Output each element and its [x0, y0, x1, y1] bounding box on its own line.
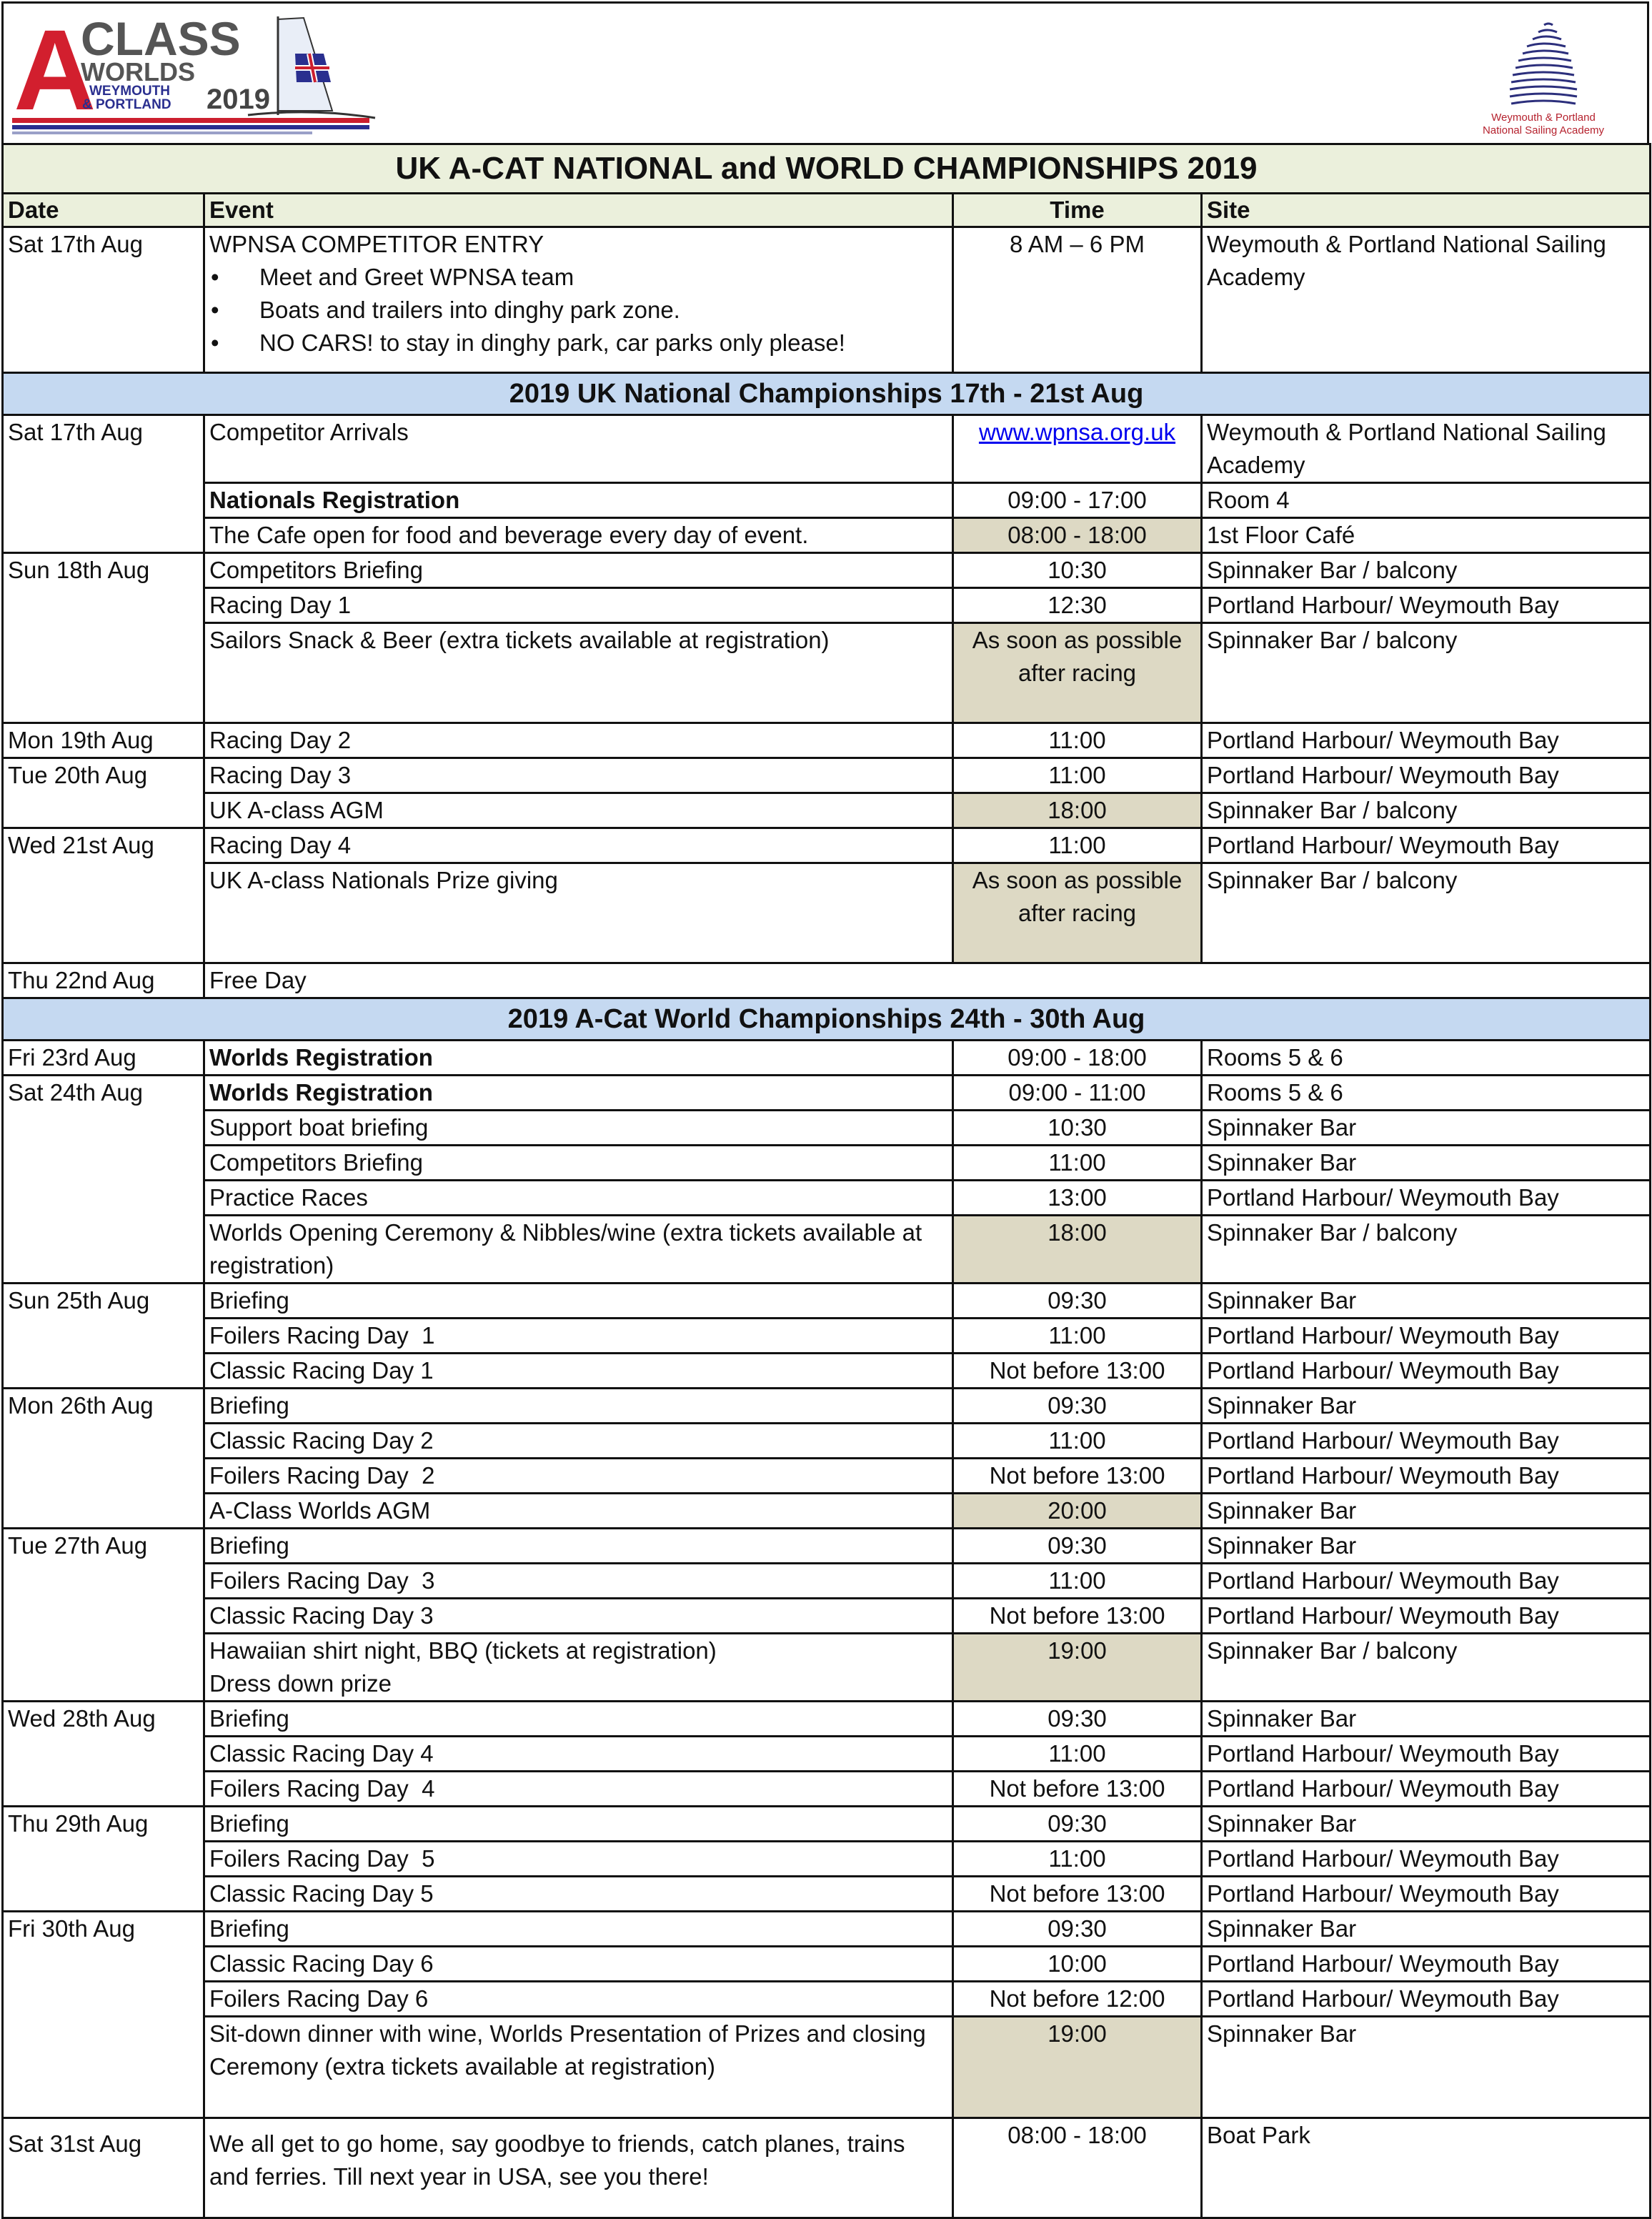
table-row	[3, 863, 1651, 963]
table-row	[3, 1181, 1651, 1216]
date-cell: Sat 17th Aug	[3, 415, 204, 553]
section-heading-row	[3, 998, 1651, 1041]
event-cell: Foilers Racing Day 3	[204, 1564, 953, 1599]
column-header-row	[3, 194, 1651, 227]
table-row	[3, 227, 1651, 373]
list-item: • NO CARS! to stay in dinghy park, car parks only please!	[209, 327, 947, 359]
time-cell: 19:00	[953, 1634, 1202, 1702]
date-cell: Mon 26th Aug	[3, 1389, 204, 1529]
site-cell: Portland Harbour/ Weymouth Bay	[1202, 1319, 1651, 1354]
date-cell: Wed 28th Aug	[3, 1702, 204, 1807]
title-row	[3, 144, 1651, 194]
site-cell: Weymouth & Portland National Sailing Academy	[1202, 227, 1651, 373]
table-row	[3, 1111, 1651, 1146]
table-row	[3, 1459, 1651, 1494]
site-cell: Weymouth & Portland National Sailing Academy	[1202, 415, 1651, 483]
section-heading-nationals: 2019 UK National Championships 17th - 21st Aug	[3, 373, 1651, 415]
event-cell: Practice Races	[204, 1181, 953, 1216]
site-cell: Rooms 5 & 6	[1202, 1076, 1651, 1111]
time-cell: As soon as possible after racing	[953, 623, 1202, 723]
time-cell: 11:00	[953, 1564, 1202, 1599]
header-band	[1, 1, 1649, 143]
time-cell: 09:30	[953, 1912, 1202, 1947]
event-cell: Briefing	[204, 1807, 953, 1842]
event-cell: Foilers Racing Day 5	[204, 1842, 953, 1877]
date-cell: Sat 24th Aug	[3, 1076, 204, 1284]
list-item: • Boats and trailers into dinghy park zone.	[209, 294, 947, 327]
event-cell: Competitors Briefing	[204, 553, 953, 588]
document-title: UK A-CAT NATIONAL and WORLD CHAMPIONSHIPS 2019	[3, 144, 1651, 194]
site-cell: Portland Harbour/ Weymouth Bay	[1202, 1877, 1651, 1912]
time-cell: 8 AM – 6 PM	[953, 227, 1202, 373]
time-cell: Not before 13:00	[953, 1772, 1202, 1807]
header-date: Date	[3, 194, 204, 227]
event-cell: Sailors Snack & Beer (extra tickets available at registration)	[204, 623, 953, 723]
event-cell: Classic Racing Day 2	[204, 1424, 953, 1459]
time-cell: 11:00	[953, 1424, 1202, 1459]
event-cell: Briefing	[204, 1529, 953, 1564]
time-cell: 10:30	[953, 1111, 1202, 1146]
event-cell: UK A-class AGM	[204, 793, 953, 828]
event-cell: We all get to go home, say goodbye to friends, catch planes, trains and ferries. Till next year in USA, see you there!	[204, 2118, 953, 2218]
table-row	[3, 1947, 1651, 1982]
site-cell: Portland Harbour/ Weymouth Bay	[1202, 1564, 1651, 1599]
svg-text:CLASS: CLASS	[81, 12, 241, 65]
event-cell: Competitors Briefing	[204, 1146, 953, 1181]
header-event: Event	[204, 194, 953, 227]
event-cell	[204, 1634, 953, 1702]
table-row	[3, 2017, 1651, 2118]
event-cell: Worlds Registration	[204, 1076, 953, 1111]
time-cell: 11:00	[953, 723, 1202, 758]
time-cell: 09:30	[953, 1529, 1202, 1564]
time-cell: 09:30	[953, 1702, 1202, 1737]
date-cell: Sat 17th Aug	[3, 227, 204, 373]
site-cell: Spinnaker Bar / balcony	[1202, 553, 1651, 588]
site-cell: Portland Harbour/ Weymouth Bay	[1202, 1842, 1651, 1877]
time-cell	[953, 415, 1202, 483]
site-cell: Portland Harbour/ Weymouth Bay	[1202, 1599, 1651, 1634]
event-cell: Foilers Racing Day 1	[204, 1319, 953, 1354]
time-cell: 10:00	[953, 1947, 1202, 1982]
table-row	[3, 415, 1651, 483]
section-heading-row	[3, 373, 1651, 415]
event-cell: The Cafe open for food and beverage every day of event.	[204, 518, 953, 553]
table-row	[3, 1494, 1651, 1529]
site-cell: Portland Harbour/ Weymouth Bay	[1202, 723, 1651, 758]
svg-text:A: A	[14, 11, 96, 134]
date-cell: Sat 31st Aug	[3, 2118, 204, 2218]
site-cell: Boat Park	[1202, 2118, 1651, 2218]
table-row	[3, 1807, 1651, 1842]
event-cell: Support boat briefing	[204, 1111, 953, 1146]
site-cell: Portland Harbour/ Weymouth Bay	[1202, 1459, 1651, 1494]
site-cell: Spinnaker Bar / balcony	[1202, 1634, 1651, 1702]
time-cell: 11:00	[953, 1737, 1202, 1772]
site-cell: Portland Harbour/ Weymouth Bay	[1202, 1982, 1651, 2017]
time-cell: 09:30	[953, 1807, 1202, 1842]
site-cell: Room 4	[1202, 483, 1651, 518]
event-cell: Sit-down dinner with wine, Worlds Presentation of Prizes and closing Ceremony (extra tickets available at registration)	[204, 2017, 953, 2118]
table-row	[3, 793, 1651, 828]
wpnsa-logo	[1461, 12, 1626, 141]
date-cell: Sun 25th Aug	[3, 1284, 204, 1389]
table-row	[3, 1146, 1651, 1181]
time-cell: 11:00	[953, 828, 1202, 863]
event-line: Dress down prize	[209, 1670, 392, 1697]
svg-text:& PORTLAND: & PORTLAND	[82, 97, 171, 112]
event-cell: A-Class Worlds AGM	[204, 1494, 953, 1529]
event-cell: Classic Racing Day 4	[204, 1737, 953, 1772]
table-row	[3, 1529, 1651, 1564]
site-cell: Portland Harbour/ Weymouth Bay	[1202, 1737, 1651, 1772]
table-row	[3, 1319, 1651, 1354]
site-cell: Portland Harbour/ Weymouth Bay	[1202, 1354, 1651, 1389]
event-cell: Racing Day 1	[204, 588, 953, 623]
date-cell: Tue 27th Aug	[3, 1529, 204, 1702]
table-row	[3, 1634, 1651, 1702]
site-cell: Spinnaker Bar	[1202, 1389, 1651, 1424]
event-cell: Racing Day 2	[204, 723, 953, 758]
time-cell: 11:00	[953, 1146, 1202, 1181]
header-site: Site	[1202, 194, 1651, 227]
time-cell: Not before 13:00	[953, 1459, 1202, 1494]
time-cell: 08:00 - 18:00	[953, 2118, 1202, 2218]
entry-bullet-list	[209, 261, 947, 359]
date-cell: Thu 22nd Aug	[3, 963, 204, 998]
event-cell: Foilers Racing Day 6	[204, 1982, 953, 2017]
event-line: Hawaiian shirt night, BBQ (tickets at registration)	[209, 1637, 717, 1664]
site-cell: Spinnaker Bar	[1202, 1702, 1651, 1737]
date-cell: Sun 18th Aug	[3, 553, 204, 723]
site-cell: Spinnaker Bar	[1202, 1284, 1651, 1319]
time-cell: Not before 12:00	[953, 1982, 1202, 2017]
table-row	[3, 1389, 1651, 1424]
table-row	[3, 1076, 1651, 1111]
site-cell: Spinnaker Bar	[1202, 1807, 1651, 1842]
table-row	[3, 518, 1651, 553]
site-cell: Spinnaker Bar	[1202, 1111, 1651, 1146]
site-cell: Portland Harbour/ Weymouth Bay	[1202, 1424, 1651, 1459]
event-cell: UK A-class Nationals Prize giving	[204, 863, 953, 963]
time-cell: 12:30	[953, 588, 1202, 623]
table-row	[3, 553, 1651, 588]
event-cell: Classic Racing Day 1	[204, 1354, 953, 1389]
section-heading-worlds: 2019 A-Cat World Championships 24th - 30th Aug	[3, 998, 1651, 1041]
event-cell: Classic Racing Day 3	[204, 1599, 953, 1634]
time-cell: 09:00 - 18:00	[953, 1041, 1202, 1076]
svg-text:Weymouth & Portland: Weymouth & Portland	[1491, 111, 1596, 124]
time-cell: Not before 13:00	[953, 1354, 1202, 1389]
event-cell: Foilers Racing Day 2	[204, 1459, 953, 1494]
wpnsa-website-link[interactable]: www.wpnsa.org.uk	[978, 419, 1176, 445]
site-cell: 1st Floor Café	[1202, 518, 1651, 553]
table-row	[3, 1912, 1651, 1947]
time-cell: 09:00 - 17:00	[953, 483, 1202, 518]
date-cell: Tue 20th Aug	[3, 758, 204, 828]
event-cell: Briefing	[204, 1389, 953, 1424]
site-cell: Spinnaker Bar / balcony	[1202, 863, 1651, 963]
event-cell: Competitor Arrivals	[204, 415, 953, 483]
table-row	[3, 723, 1651, 758]
table-row	[3, 828, 1651, 863]
site-cell: Portland Harbour/ Weymouth Bay	[1202, 588, 1651, 623]
svg-text:WORLDS: WORLDS	[81, 57, 195, 86]
event-cell: Briefing	[204, 1284, 953, 1319]
entry-title: WPNSA COMPETITOR ENTRY	[209, 231, 544, 257]
date-cell: Fri 23rd Aug	[3, 1041, 204, 1076]
table-row	[3, 1564, 1651, 1599]
table-row	[3, 1737, 1651, 1772]
time-cell: 19:00	[953, 2017, 1202, 2118]
header-time: Time	[953, 194, 1202, 227]
time-cell: 11:00	[953, 1842, 1202, 1877]
table-row	[3, 963, 1651, 998]
site-cell: Spinnaker Bar	[1202, 1146, 1651, 1181]
svg-text:National Sailing Academy: National Sailing Academy	[1482, 124, 1605, 136]
time-cell: 10:30	[953, 553, 1202, 588]
event-cell: Worlds Registration	[204, 1041, 953, 1076]
site-cell: Portland Harbour/ Weymouth Bay	[1202, 1772, 1651, 1807]
table-row	[3, 483, 1651, 518]
site-cell: Spinnaker Bar / balcony	[1202, 793, 1651, 828]
table-row	[3, 1284, 1651, 1319]
site-cell: Spinnaker Bar	[1202, 1912, 1651, 1947]
time-cell: 18:00	[953, 1216, 1202, 1284]
event-cell: Foilers Racing Day 4	[204, 1772, 953, 1807]
table-row	[3, 1599, 1651, 1634]
schedule-table	[1, 143, 1651, 2219]
event-cell: Racing Day 4	[204, 828, 953, 863]
time-cell: 08:00 - 18:00	[953, 518, 1202, 553]
aclass-worlds-logo	[12, 11, 377, 139]
time-cell: Not before 13:00	[953, 1599, 1202, 1634]
svg-text:2019: 2019	[206, 84, 270, 115]
time-cell: 09:00 - 11:00	[953, 1076, 1202, 1111]
site-cell: Portland Harbour/ Weymouth Bay	[1202, 828, 1651, 863]
list-item: • Meet and Greet WPNSA team	[209, 261, 947, 294]
site-cell: Portland Harbour/ Weymouth Bay	[1202, 1947, 1651, 1982]
table-row	[3, 1216, 1651, 1284]
site-cell: Spinnaker Bar	[1202, 2017, 1651, 2118]
table-row	[3, 1354, 1651, 1389]
table-row	[3, 1877, 1651, 1912]
event-cell: Free Day	[204, 963, 1651, 998]
time-cell: Not before 13:00	[953, 1877, 1202, 1912]
time-cell: 09:30	[953, 1284, 1202, 1319]
event-cell: Nationals Registration	[204, 483, 953, 518]
site-cell: Spinnaker Bar / balcony	[1202, 623, 1651, 723]
table-row	[3, 2118, 1651, 2218]
event-cell	[204, 227, 953, 373]
site-cell: Spinnaker Bar	[1202, 1529, 1651, 1564]
date-cell: Wed 21st Aug	[3, 828, 204, 963]
table-row	[3, 758, 1651, 793]
time-cell: 09:30	[953, 1389, 1202, 1424]
time-cell: 18:00	[953, 793, 1202, 828]
site-cell: Spinnaker Bar	[1202, 1494, 1651, 1529]
date-cell: Thu 29th Aug	[3, 1807, 204, 1912]
event-cell: Briefing	[204, 1702, 953, 1737]
time-cell: 11:00	[953, 1319, 1202, 1354]
date-cell: Fri 30th Aug	[3, 1912, 204, 2118]
table-row	[3, 1772, 1651, 1807]
site-cell: Spinnaker Bar / balcony	[1202, 1216, 1651, 1284]
time-cell: 13:00	[953, 1181, 1202, 1216]
event-cell: Briefing	[204, 1912, 953, 1947]
site-cell: Portland Harbour/ Weymouth Bay	[1202, 758, 1651, 793]
time-cell: 20:00	[953, 1494, 1202, 1529]
svg-text:WEYMOUTH: WEYMOUTH	[89, 84, 170, 99]
table-row	[3, 1041, 1651, 1076]
date-cell: Mon 19th Aug	[3, 723, 204, 758]
table-row	[3, 1842, 1651, 1877]
event-cell: Classic Racing Day 5	[204, 1877, 953, 1912]
event-cell: Racing Day 3	[204, 758, 953, 793]
event-cell: Worlds Opening Ceremony & Nibbles/wine (extra tickets available at registration)	[204, 1216, 953, 1284]
event-cell: Classic Racing Day 6	[204, 1947, 953, 1982]
site-cell: Portland Harbour/ Weymouth Bay	[1202, 1181, 1651, 1216]
table-row	[3, 623, 1651, 723]
table-row	[3, 588, 1651, 623]
table-row	[3, 1424, 1651, 1459]
time-cell: As soon as possible after racing	[953, 863, 1202, 963]
table-row	[3, 1982, 1651, 2017]
site-cell: Rooms 5 & 6	[1202, 1041, 1651, 1076]
time-cell: 11:00	[953, 758, 1202, 793]
schedule-sheet	[1, 1, 1649, 2190]
table-row	[3, 1702, 1651, 1737]
